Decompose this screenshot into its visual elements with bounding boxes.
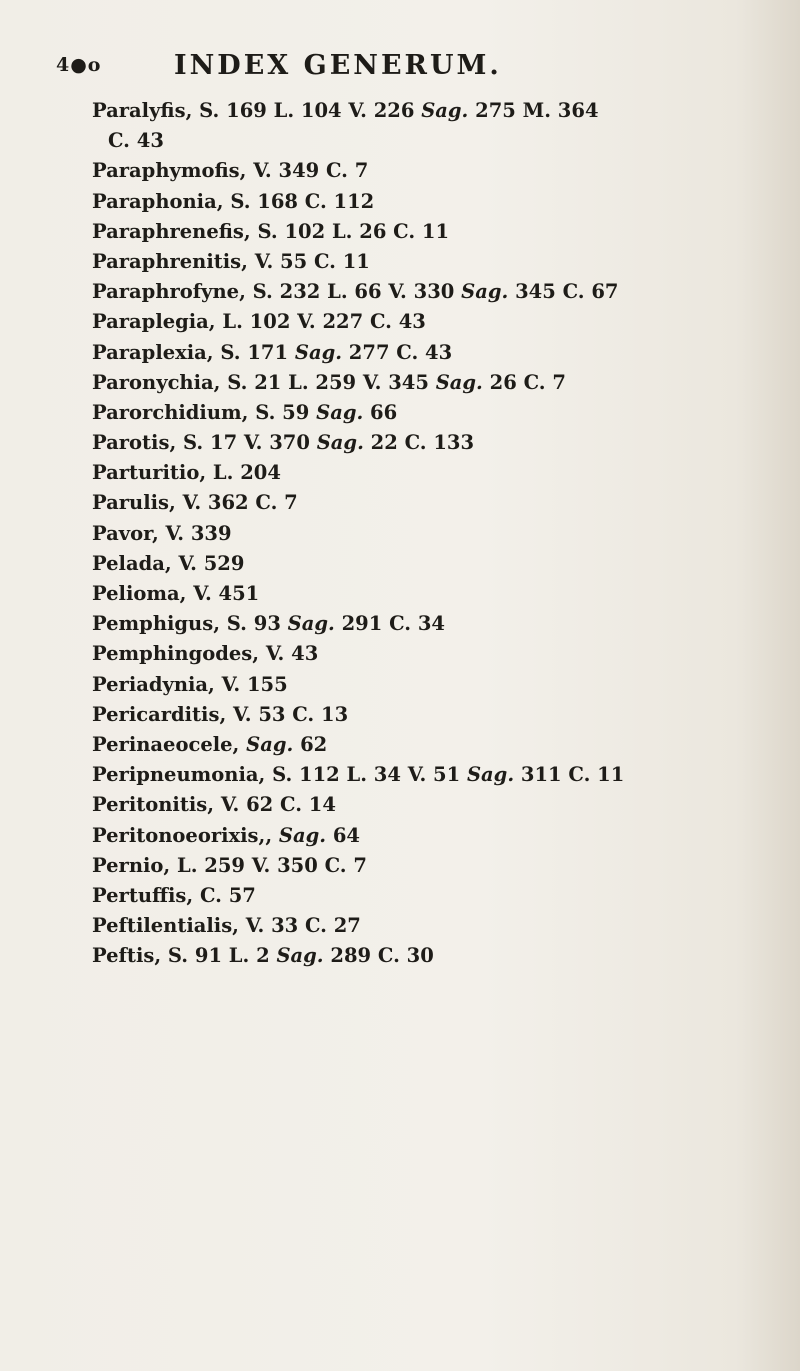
index-references: V. 43	[265, 642, 319, 666]
index-term: Pemphingodes,	[92, 642, 266, 666]
index-references: C. 43	[108, 129, 164, 153]
index-term: Pelioma,	[92, 582, 194, 605]
index-term: Paronychia,	[92, 370, 228, 394]
index-entry	[92, 398, 772, 428]
index-references: Sag. 64	[278, 823, 360, 847]
index-entry	[92, 579, 772, 609]
running-title: INDEX GENERUM.	[174, 50, 502, 81]
index-term: Peftilentialis,	[92, 914, 246, 938]
index-references: L. 259 V. 350 C. 7	[177, 853, 367, 877]
index-entry	[92, 609, 772, 639]
index-entry	[92, 368, 772, 398]
page-number: 4●o	[56, 54, 102, 76]
index-references: V. 362 C. 7	[182, 491, 298, 515]
index-term: Parulis,	[92, 491, 183, 515]
index-references: S. 59 Sag. 66	[255, 400, 398, 424]
index-references: V. 529	[178, 551, 245, 575]
index-references: S. 102 L. 26 C. 11	[257, 219, 450, 243]
index-references: V. 33 C. 27	[245, 914, 361, 938]
index-term: Parotis,	[92, 431, 184, 455]
index-term: Paraphrofyne,	[92, 280, 253, 304]
index-term: Pavor,	[92, 521, 166, 545]
index-references: V. 451	[193, 582, 260, 605]
index-entry	[92, 670, 772, 700]
index-references: V. 349 C. 7	[253, 159, 369, 183]
index-entry	[92, 730, 772, 760]
index-entry	[92, 187, 772, 217]
index-entry	[92, 760, 772, 790]
index-entry	[92, 700, 772, 730]
index-entry	[92, 156, 772, 186]
index-term: Pertuffis,	[92, 883, 200, 907]
index-references: V. 55 C. 11	[254, 249, 370, 273]
index-references: S. 17 V. 370 Sag. 22 C. 133	[183, 431, 475, 455]
index-references: V. 62 C. 14	[220, 793, 336, 817]
index-entry	[92, 549, 772, 579]
index-references: S. 232 L. 66 V. 330 Sag. 345 C. 67	[252, 280, 619, 304]
index-term: Paraphrenitis,	[92, 249, 255, 273]
index-entry	[92, 790, 772, 820]
index-term: Parorchidium,	[92, 400, 256, 424]
index-term: Peritonoeorixis,,	[92, 823, 279, 847]
index-term: Peripneumonia,	[92, 763, 273, 787]
index-entry	[92, 338, 772, 368]
index-entry-list	[92, 96, 772, 971]
index-term: Pernio,	[92, 853, 177, 877]
index-term: Pelada,	[92, 551, 179, 575]
index-entry	[92, 911, 772, 941]
index-term: Paraplexia,	[92, 340, 221, 364]
index-references: S. 168 C. 112	[230, 189, 375, 213]
index-references: S. 93 Sag. 291 C. 34	[226, 612, 446, 636]
page-header	[56, 50, 746, 90]
index-entry	[92, 488, 772, 518]
index-entry	[92, 458, 772, 488]
index-entry	[92, 851, 772, 881]
index-references: S. 171 Sag. 277 C. 43	[220, 340, 453, 364]
index-references: Sag. 62	[246, 732, 328, 756]
index-term: Peritonitis,	[92, 793, 221, 817]
index-entry	[92, 277, 772, 307]
index-references: S. 91 L. 2 Sag. 289 C. 30	[167, 944, 434, 968]
index-term: Pericarditis,	[92, 702, 234, 726]
index-term: Paraphymofis,	[92, 159, 254, 183]
index-entry	[92, 307, 772, 337]
index-term: Parturitio,	[92, 461, 213, 485]
index-term: Pemphigus,	[92, 612, 227, 636]
index-entry	[92, 881, 772, 911]
index-references: L. 102 V. 227 C. 43	[222, 310, 426, 334]
index-references: V. 53 C. 13	[233, 702, 349, 726]
index-references: S. 21 L. 259 V. 345 Sag. 26 C. 7	[227, 370, 566, 394]
index-term: Periadynia,	[92, 672, 222, 696]
index-references: C. 57	[199, 883, 256, 907]
index-references: L. 204	[212, 461, 281, 485]
index-term: Paraphonia,	[92, 189, 231, 213]
index-references: S. 112 L. 34 V. 51 Sag. 311 C. 11	[272, 763, 625, 787]
index-term: Perinaeocele,	[92, 732, 247, 756]
index-entry	[92, 96, 772, 126]
index-entry	[92, 821, 772, 851]
index-references: S. 169 L. 104 V. 226 Sag. 275 M. 364	[199, 99, 599, 122]
index-entry	[92, 428, 772, 458]
index-entry	[92, 639, 772, 669]
index-term: Paraplegia,	[92, 310, 223, 334]
index-entry	[92, 519, 772, 549]
index-term: Paralyfis,	[92, 99, 200, 122]
index-references: V. 339	[165, 521, 232, 545]
index-term: Peftis,	[92, 944, 168, 968]
index-entry	[92, 941, 772, 971]
index-entry	[92, 247, 772, 277]
index-entry	[92, 217, 772, 247]
index-entry	[92, 126, 772, 156]
index-references: V. 155	[221, 672, 288, 696]
index-term: Paraphrenefis,	[92, 219, 258, 243]
